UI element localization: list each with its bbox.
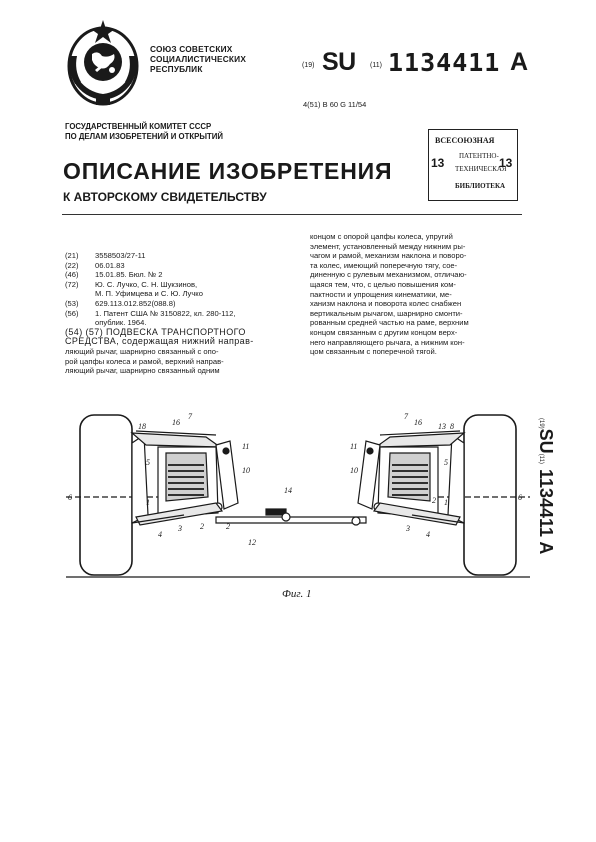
- ref-label: 12: [248, 538, 256, 547]
- document-subtitle: К АВТОРСКОМУ СВИДЕТЕЛЬСТВУ: [63, 190, 267, 204]
- claim-line: концом связанным с другим концом верх-: [310, 327, 458, 337]
- committee-name: ГОСУДАРСТВЕННЫЙ КОМИТЕТ СССР ПО ДЕЛАМ ИЗОБРЕТЕНИЙ И ОТКРЫТИЙ: [65, 122, 223, 141]
- biblio-line: М. П. Уфимцева и С. Ю. Лучко: [95, 289, 203, 299]
- biblio-line: (22) 06.01.83: [65, 260, 125, 270]
- stamp-number-right: 13: [499, 156, 513, 170]
- ref-label: 10: [242, 466, 250, 475]
- ipc-classification: 4(51) B 60 G 11/54: [303, 100, 367, 109]
- claim-line: рой цапфы колеса и рамой, верхний направ-: [65, 356, 224, 366]
- side-patent-number: (19)SU(11) 1134411 A: [536, 418, 556, 555]
- ref-label: 2: [432, 496, 436, 505]
- ref-label: 3: [406, 524, 410, 533]
- claim-line: ляющий рычаг, шарнирно связанный с опо-: [65, 346, 219, 356]
- claim-line: рованным средней частью на раме, верхним: [310, 318, 469, 328]
- ref-label: 4: [158, 530, 162, 539]
- claim-line: ляющий рычаг, шарнирно связанный одним: [65, 366, 220, 376]
- document-title: ОПИСАНИЕ ИЗОБРЕТЕНИЯ: [63, 158, 393, 184]
- ref-label: 6: [68, 493, 72, 502]
- claim-line: пактности и упрощения кинематики, ме-: [310, 289, 452, 299]
- claim-line: элемент, установленный между нижним ры-: [310, 241, 466, 251]
- ref-label: 2: [200, 522, 204, 531]
- stamp-line: БИБЛИОТЕКА: [455, 182, 506, 190]
- claim-line: та колес, имеющий поперечную тягу, сое-: [310, 260, 458, 270]
- suspension-drawing: [66, 405, 530, 605]
- ref-label: 14: [284, 486, 292, 495]
- claim-line: щаяся тем, что, с целью повышения ком-: [310, 279, 456, 289]
- biblio-line: (56) 1. Патент США № 3150822, кл. 280-112,: [65, 308, 236, 318]
- ref-label: 10: [350, 466, 358, 475]
- biblio-line: (72) Ю. С. Лучко, С. Н. Шукзинов,: [65, 279, 198, 289]
- claim-line: (54) (57) ПОДВЕСКА ТРАНСПОРТНОГО: [65, 326, 246, 337]
- inid-code-19: (19): [302, 62, 315, 69]
- claim-line: него направляющего рычага, а нижним кон-: [310, 337, 465, 347]
- ref-label: 5: [444, 458, 448, 467]
- ref-label: 6: [518, 493, 522, 502]
- organization-name: СОЮЗ СОВЕТСКИХ СОЦИАЛИСТИЧЕСКИХ РЕСПУБЛИК: [150, 44, 247, 74]
- ref-label: 13: [438, 422, 446, 431]
- stamp-line: ВСЕСОЮЗНАЯ: [435, 136, 495, 145]
- stamp-line: ПАТЕНТНО-: [459, 152, 499, 160]
- ref-label: 16: [172, 418, 180, 427]
- ref-label: 4: [426, 530, 430, 539]
- claim-text: [310, 232, 469, 357]
- country-code: SU: [322, 48, 356, 76]
- claim-line: диненную с рулевым механизмом, отличаю-: [310, 270, 467, 280]
- figure-caption: Фиг. 1: [282, 588, 312, 600]
- header-divider: [62, 214, 522, 215]
- claim-line: цом связанным с поперечной тягой.: [310, 347, 437, 357]
- ref-label: 3: [178, 524, 182, 533]
- claim-line: СРЕДСТВА, содержащая нижний направ-: [65, 336, 254, 347]
- ref-label: 8: [450, 422, 454, 431]
- biblio-line: (46) 15.01.85. Бюл. № 2: [65, 270, 163, 280]
- ref-label: 2: [226, 522, 230, 531]
- ref-label: 1: [146, 498, 150, 507]
- stamp-line: ТЕХНИЧЕСКАЯ: [455, 165, 507, 173]
- ref-label: 5: [146, 458, 150, 467]
- bibliographic-data: [65, 251, 254, 376]
- biblio-line: (53) 629.113.012.852(088.8): [65, 298, 176, 308]
- ussr-emblem-icon: [62, 16, 144, 110]
- claim-line: чагом и рамой, механизм наклона и поворо-: [310, 251, 467, 261]
- ref-label: 7: [188, 412, 192, 421]
- claim-line: вертикальным рычагом, шарнирно смонти-: [310, 308, 463, 318]
- ref-label: 1: [444, 498, 448, 507]
- claim-line: ханизм наклона и поворота колес снабжен: [310, 299, 462, 309]
- claim-line: концом с опорой цапфы колеса, упругий: [310, 232, 453, 241]
- ref-label: 16: [414, 418, 422, 427]
- document-kind: A: [510, 48, 529, 76]
- library-stamp: [428, 129, 518, 201]
- inid-code-11: (11): [370, 62, 382, 69]
- ref-label: 18: [138, 422, 146, 431]
- biblio-line: (21) 3558503/27-11: [65, 251, 146, 260]
- biblio-line: опублик. 1964.: [95, 318, 147, 328]
- ref-label: 7: [404, 412, 408, 421]
- ref-label: 11: [350, 442, 358, 451]
- ref-label: 11: [242, 442, 250, 451]
- patent-number: 1134411: [388, 48, 501, 77]
- stamp-number-left: 13: [431, 156, 445, 170]
